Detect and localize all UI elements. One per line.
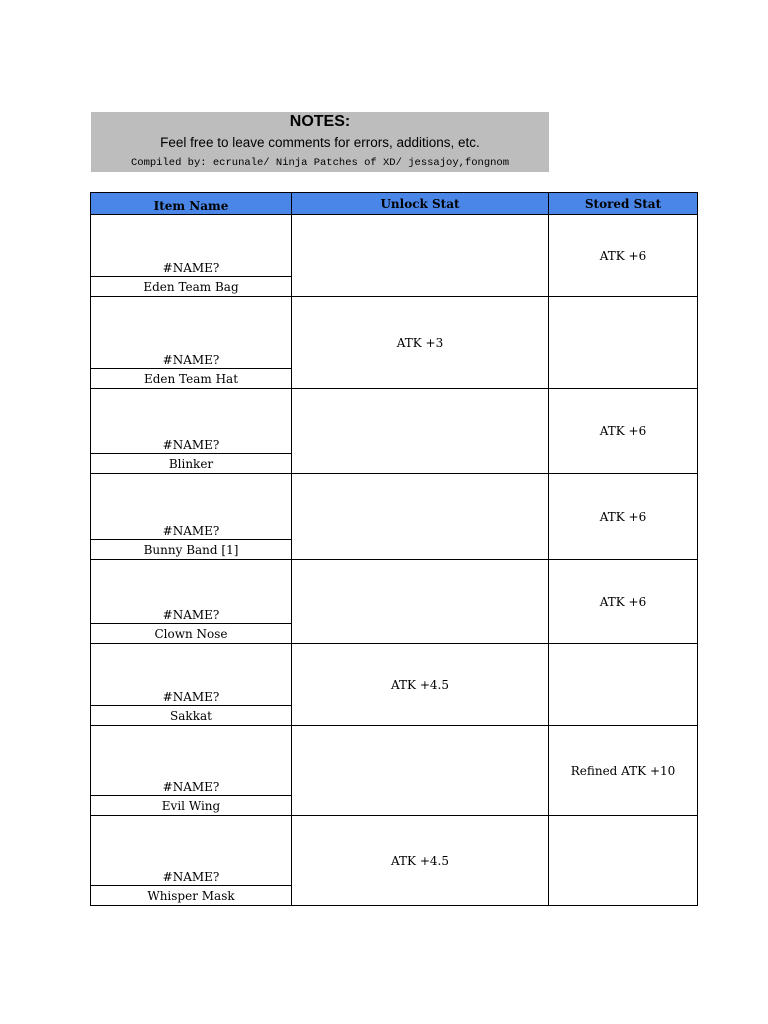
unlock-stat-cell <box>292 474 549 560</box>
unlock-stat-cell <box>292 560 549 644</box>
item-name-cell: Sakkat <box>91 706 292 726</box>
item-name-cell: Bunny Band [1] <box>91 540 292 560</box>
stored-stat-cell: ATK +6 <box>549 474 698 560</box>
notes-title: NOTES: <box>289 113 351 130</box>
unlock-stat-cell <box>292 215 549 297</box>
stored-stat-cell: ATK +6 <box>549 560 698 644</box>
header-row <box>91 193 698 215</box>
unlock-stat-cell: ATK +3 <box>292 297 549 389</box>
table-row <box>91 474 698 540</box>
item-stat-table <box>90 192 698 906</box>
table-row <box>91 726 698 796</box>
name-value-cell: #NAME? <box>91 389 292 454</box>
unlock-stat-cell: ATK +4.5 <box>292 644 549 726</box>
item-name-cell: Evil Wing <box>91 796 292 816</box>
stored-stat-cell: Refined ATK +10 <box>549 726 698 816</box>
notes-credit: Compiled by: ecrunale/ Ninja Patches of XD/ jessajoy,fongnom <box>130 157 510 169</box>
header-unlock-stat: Unlock Stat <box>292 193 549 215</box>
name-value-cell: #NAME? <box>91 560 292 624</box>
item-name-cell: Eden Team Hat <box>91 369 292 389</box>
item-name-cell: Eden Team Bag <box>91 277 292 297</box>
unlock-stat-cell <box>292 726 549 816</box>
table-row <box>91 816 698 886</box>
notes-body: Feel free to leave comments for errors, additions, etc. <box>160 135 480 150</box>
name-value-cell: #NAME? <box>91 297 292 369</box>
stored-stat-cell <box>549 816 698 906</box>
table-row <box>91 560 698 624</box>
unlock-stat-cell <box>292 389 549 474</box>
name-value-cell: #NAME? <box>91 816 292 886</box>
table-row <box>91 215 698 277</box>
unlock-stat-cell: ATK +4.5 <box>292 816 549 906</box>
stored-stat-cell <box>549 297 698 389</box>
stored-stat-cell <box>549 644 698 726</box>
name-value-cell: #NAME? <box>91 726 292 796</box>
item-name-cell: Blinker <box>91 454 292 474</box>
name-value-cell: #NAME? <box>91 215 292 277</box>
table-row <box>91 297 698 369</box>
stored-stat-cell: ATK +6 <box>549 215 698 297</box>
header-stored-stat: Stored Stat <box>549 193 698 215</box>
table-row <box>91 644 698 706</box>
name-value-cell: #NAME? <box>91 644 292 706</box>
header-item-name: Item Name <box>91 193 292 215</box>
notes-box <box>91 112 549 172</box>
table-row <box>91 389 698 454</box>
name-value-cell: #NAME? <box>91 474 292 540</box>
stored-stat-cell: ATK +6 <box>549 389 698 474</box>
item-name-cell: Clown Nose <box>91 624 292 644</box>
item-name-cell: Whisper Mask <box>91 886 292 906</box>
